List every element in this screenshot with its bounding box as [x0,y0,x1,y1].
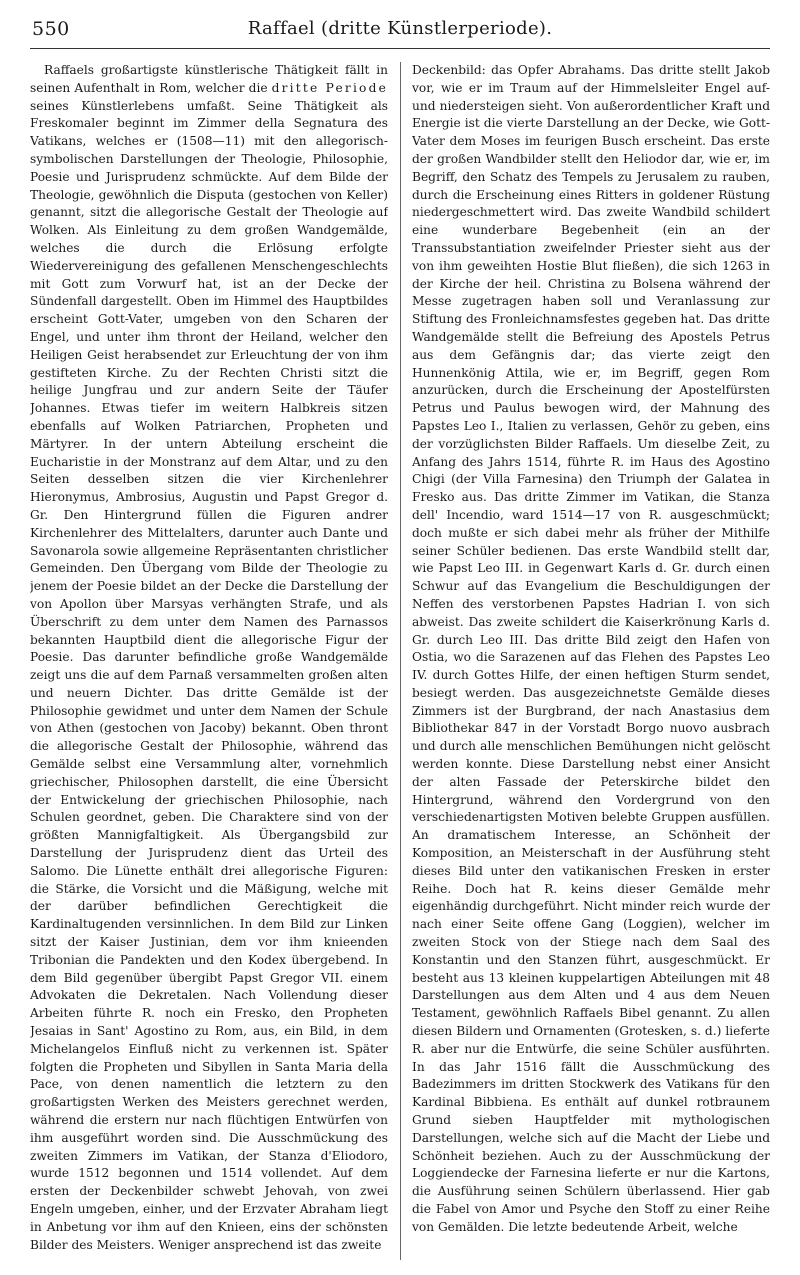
running-head: Raffael (dritte Künstlerperiode). [247,18,553,39]
right-column [412,62,770,1262]
paragraph: Deckenbild: das Opfer Abrahams. Das dritte stellt Jakob vor, wie er im Traum auf der Himmelsleiter Engel auf- und niedersteigen sieht. Von außerordentlicher Kraft und Energie ist die vierte Darstellung an der Decke, wie Gott-Vater dem Moses im feurigen Busch erscheint. Das erste der großen Wandbilder stellt den Heliodor dar, wie er, im Begriff, den Schatz des Tempels zu Jerusalem zu rauben, durch die Erscheinung eines Ritters in goldener Rüstung niedergeschmettert wird. Das zweite Wandbild schildert eine wunderbare Begebenheit (ein an der Transsubstantiation zweifelnder Priester sieht aus der von ihm geweihten Hostie Blut fließen), die sich 1263 in der Kirche der heil. Christina zu Bolsena während der Messe zugetragen haben soll und Veranlassung zur Stiftung des Fronleichnamsfestes gegeben hat. Das dritte Wandgemälde stellt die Befreiung des Apostels Petrus aus dem Gefängnis dar; das vierte zeigt den Hunnenkönig Attila, wie er, im Begriff, gegen Rom anzurücken, durch die Erscheinung der Apostelfürsten Petrus und Paulus bewogen wird, der Mahnung des Papstes Leo I., Italien zu verlassen, Gehör zu geben, eins der vorzüglichsten Bilder Raffaels. Um dieselbe Zeit, zu Anfang des Jahrs 1514, führte R. im Haus des Agostino Chigi (der Villa Farnesina) den Triumph der Galatea in Fresko aus. Das dritte Zimmer im Vatikan, die Stanza dell' Incendio, ward 1514—17 von R. ausgeschmückt; doch mußte er sich dabei mehr als früher der Mithilfe seiner Schüler bedienen. Das erste Wandbild stellt dar, wie Papst Leo III. in Gegenwart Karls d. Gr. durch einen Schwur auf das Evangelium die Beschuldigungen der Neffen des verstorbenen Papstes Hadrian I. von sich abweist. Das zweite schildert die Kaiserkrönung Karls d. Gr. durch Leo III. Das dritte Bild zeigt den Hafen von Ostia, wo die Sarazenen auf das Flehen des Papstes Leo IV. durch Gottes Hilfe, der einen heftigen Sturm sendet, besiegt werden. Das ausgezeichnetste Gemälde dieses Zimmers ist der Burgbrand, der nach Anastasius dem Bibliothekar 847 in der Vorstadt Borgo nuovo ausbrach und durch alle menschlichen Bemühungen nicht gelöscht werden konnte. Diese Darstellung nebst einer Ansicht der alten Fassade der Peterskirche bildet den Hintergrund, während den Vordergrund von den verschiedenartigsten Motiven belebte Gruppen ausfüllen. An dramatischem Interesse, an Schönheit der Komposition, an Meisterschaft in der Ausführung steht dieses Bild unter den vatikanischen Fresken in erster Reihe. Doch hat R. keins dieser Gemälde mehr eigenhändig durchgeführt. Nicht minder reich wurde der nach einer Seite offene Gang (Loggien), welcher im zweiten Stock von der Stiege nach dem Saal des Konstantin und den Stanzen führt, ausgeschmückt. Er besteht aus 13 kleinen kuppelartigen Abteilungen mit 48 Darstellungen aus dem Alten und 4 aus dem Neuen Testament, gewöhnlich Raffaels Bibel genannt. Zu allen diesen Bildern und Ornamenten (Grotesken, s. d.) lieferte R. aber nur die Entwürfe, die seine Schüler ausführten. In das Jahr 1516 fällt die Ausschmückung des Badezimmers im dritten Stockwerk des Vatikans für den Kardinal Bibbiena. Es enthält auf dunkel rotbraunem Grund sieben Hauptfelder mit mythologischen Darstellungen, welche sich auf die Macht der Liebe und Schönheit beziehen. Auch zu der Ausschmückung der Loggiendecke der Farnesina lieferte er nur die Kartons, die Ausführung seinen Schülern überlassend. Hier gab die Fabel von Amor und Psyche den Stoff zu einer Reihe von Gemälden. Die letzte bedeutende Arbeit, welche [412,63,770,1234]
paragraph [30,62,388,1254]
text-columns [30,62,770,1262]
page-number: 550 [32,18,70,40]
spaced-emphasis: dritte Periode [271,80,388,95]
header-rule [30,48,770,49]
left-column [30,62,388,1262]
text-run: Raffaels großartigste künstlerische Thätigkeit fällt in seinen Aufenthalt in Rom, welcher die [30,63,388,95]
text-run: seines Künstlerlebens umfaßt. Seine Thätigkeit als Freskomaler beginnt im Zimmer della Segnatura des Vatikans, welches er (1508—11) mit den allegorisch-symbolischen Darstellungen der Theologie, Philosophie, Poesie und Jurisprudenz schmückte. Auf dem Bilde der Theologie, gewöhnlich die Disputa (gestochen von Keller) genannt, sitzt die allegorische Gestalt der Theologie auf Wolken. Als Einleitung zu dem großen Wandgemälde, welches die durch die Erlösung erfolgte Wiedervereinigung des gefallenen Menschengeschlechts mit Gott zum Vorwurf hat, ist an der Decke der Sündenfall dargestellt. Oben im Himmel des Hauptbildes erscheint Gott-Vater, umgeben von den Scharen der Engel, und unter ihm thront der Heiland, welcher den Heiligen Geist herabsendet zur Erleuchtung der von ihm gestifteten Kirche. Zu der Rechten Christi sitzt die heilige Jungfrau und zur andern Seite der Täufer Johannes. Etwas tiefer im weitern Halbkreis sitzen ebenfalls auf Wolken Patriarchen, Propheten und Märtyrer. In der untern Abteilung erscheint die Eucharistie in der Monstranz auf dem Altar, und zu den Seiten desselben sitzen die vier Kirchenlehrer Hieronymus, Ambrosius, Augustin und Papst Gregor d. Gr. Den Hintergrund füllen die Figuren andrer Kirchenlehrer des Mittelalters, darunter auch Dante und Savonarola sowie allgemeine Repräsentanten christlicher Gemeinden. Den Übergang vom Bilde der Theologie zu jenem der Poesie bildet an der Decke die Darstellung der von Apollon über Marsyas verhängten Strafe, und als Überschrift zu dem unter dem Namen des Parnassos bekannten Hauptbild dient die allegorische Figur der Poesie. Das darunter befindliche große Wandgemälde zeigt uns die auf dem Parnaß versammelten großen alten und neuern Dichter. Das dritte Gemälde ist der Philosophie gewidmet und unter dem Namen der Schule von Athen (gestochen von Jacoby) bekannt. Oben thront die allegorische Gestalt der Philosophie, während das Gemälde selbst eine Versammlung alter, vornehmlich griechischer, Philosophen darstellt, die eine Übersicht der Entwickelung der griechischen Philosophie, nach Schulen geordnet, geben. Die Charaktere sind von der größten Mannigfaltigkeit. Als Übergangsbild zur Darstellung der Jurisprudenz dient das Urteil des Salomo. Die Lünette enthält drei allegorische Figuren: die Stärke, die Vorsicht und die Mäßigung, welche mit der darüber befindlichen Gerechtigkeit die Kardinaltugenden versinnlichen. In dem Bild zur Linken sitzt der Kaiser Justinian, dem vor ihm knieenden Tribonian die Pandekten und den Kodex übergebend. In dem Bild gegenüber übergibt Papst Gregor VII. einem Advokaten die Dekretalen. Nach Vollendung dieser Arbeiten führte R. noch ein Fresko, den Propheten Jesaias in Sant' Agostino zu Rom, aus, ein Bild, in dem Michelangelos Einfluß nicht zu verkennen ist. Später folgten die Propheten und Sibyllen in Santa Maria della Pace, von denen namentlich die letztern zu den großartigsten Werken des Meisters gerechnet werden, während die erstern nur nach flüchtigen Entwürfen von ihm ausgeführt worden sind. Die Ausschmückung des zweiten Zimmers im Vatikan, der Stanza d'Eliodoro, wurde 1512 begonnen und 1514 vollendet. Auf dem ersten der Deckenbilder schwebt Jehovah, von zwei Engeln umgeben, einher, und der Erzvater Abraham liegt in Anbetung vor ihm auf den Knieen, eins der schönsten Bilder des Meisters. Weniger ansprechend ist das zweite [30,98,388,1252]
